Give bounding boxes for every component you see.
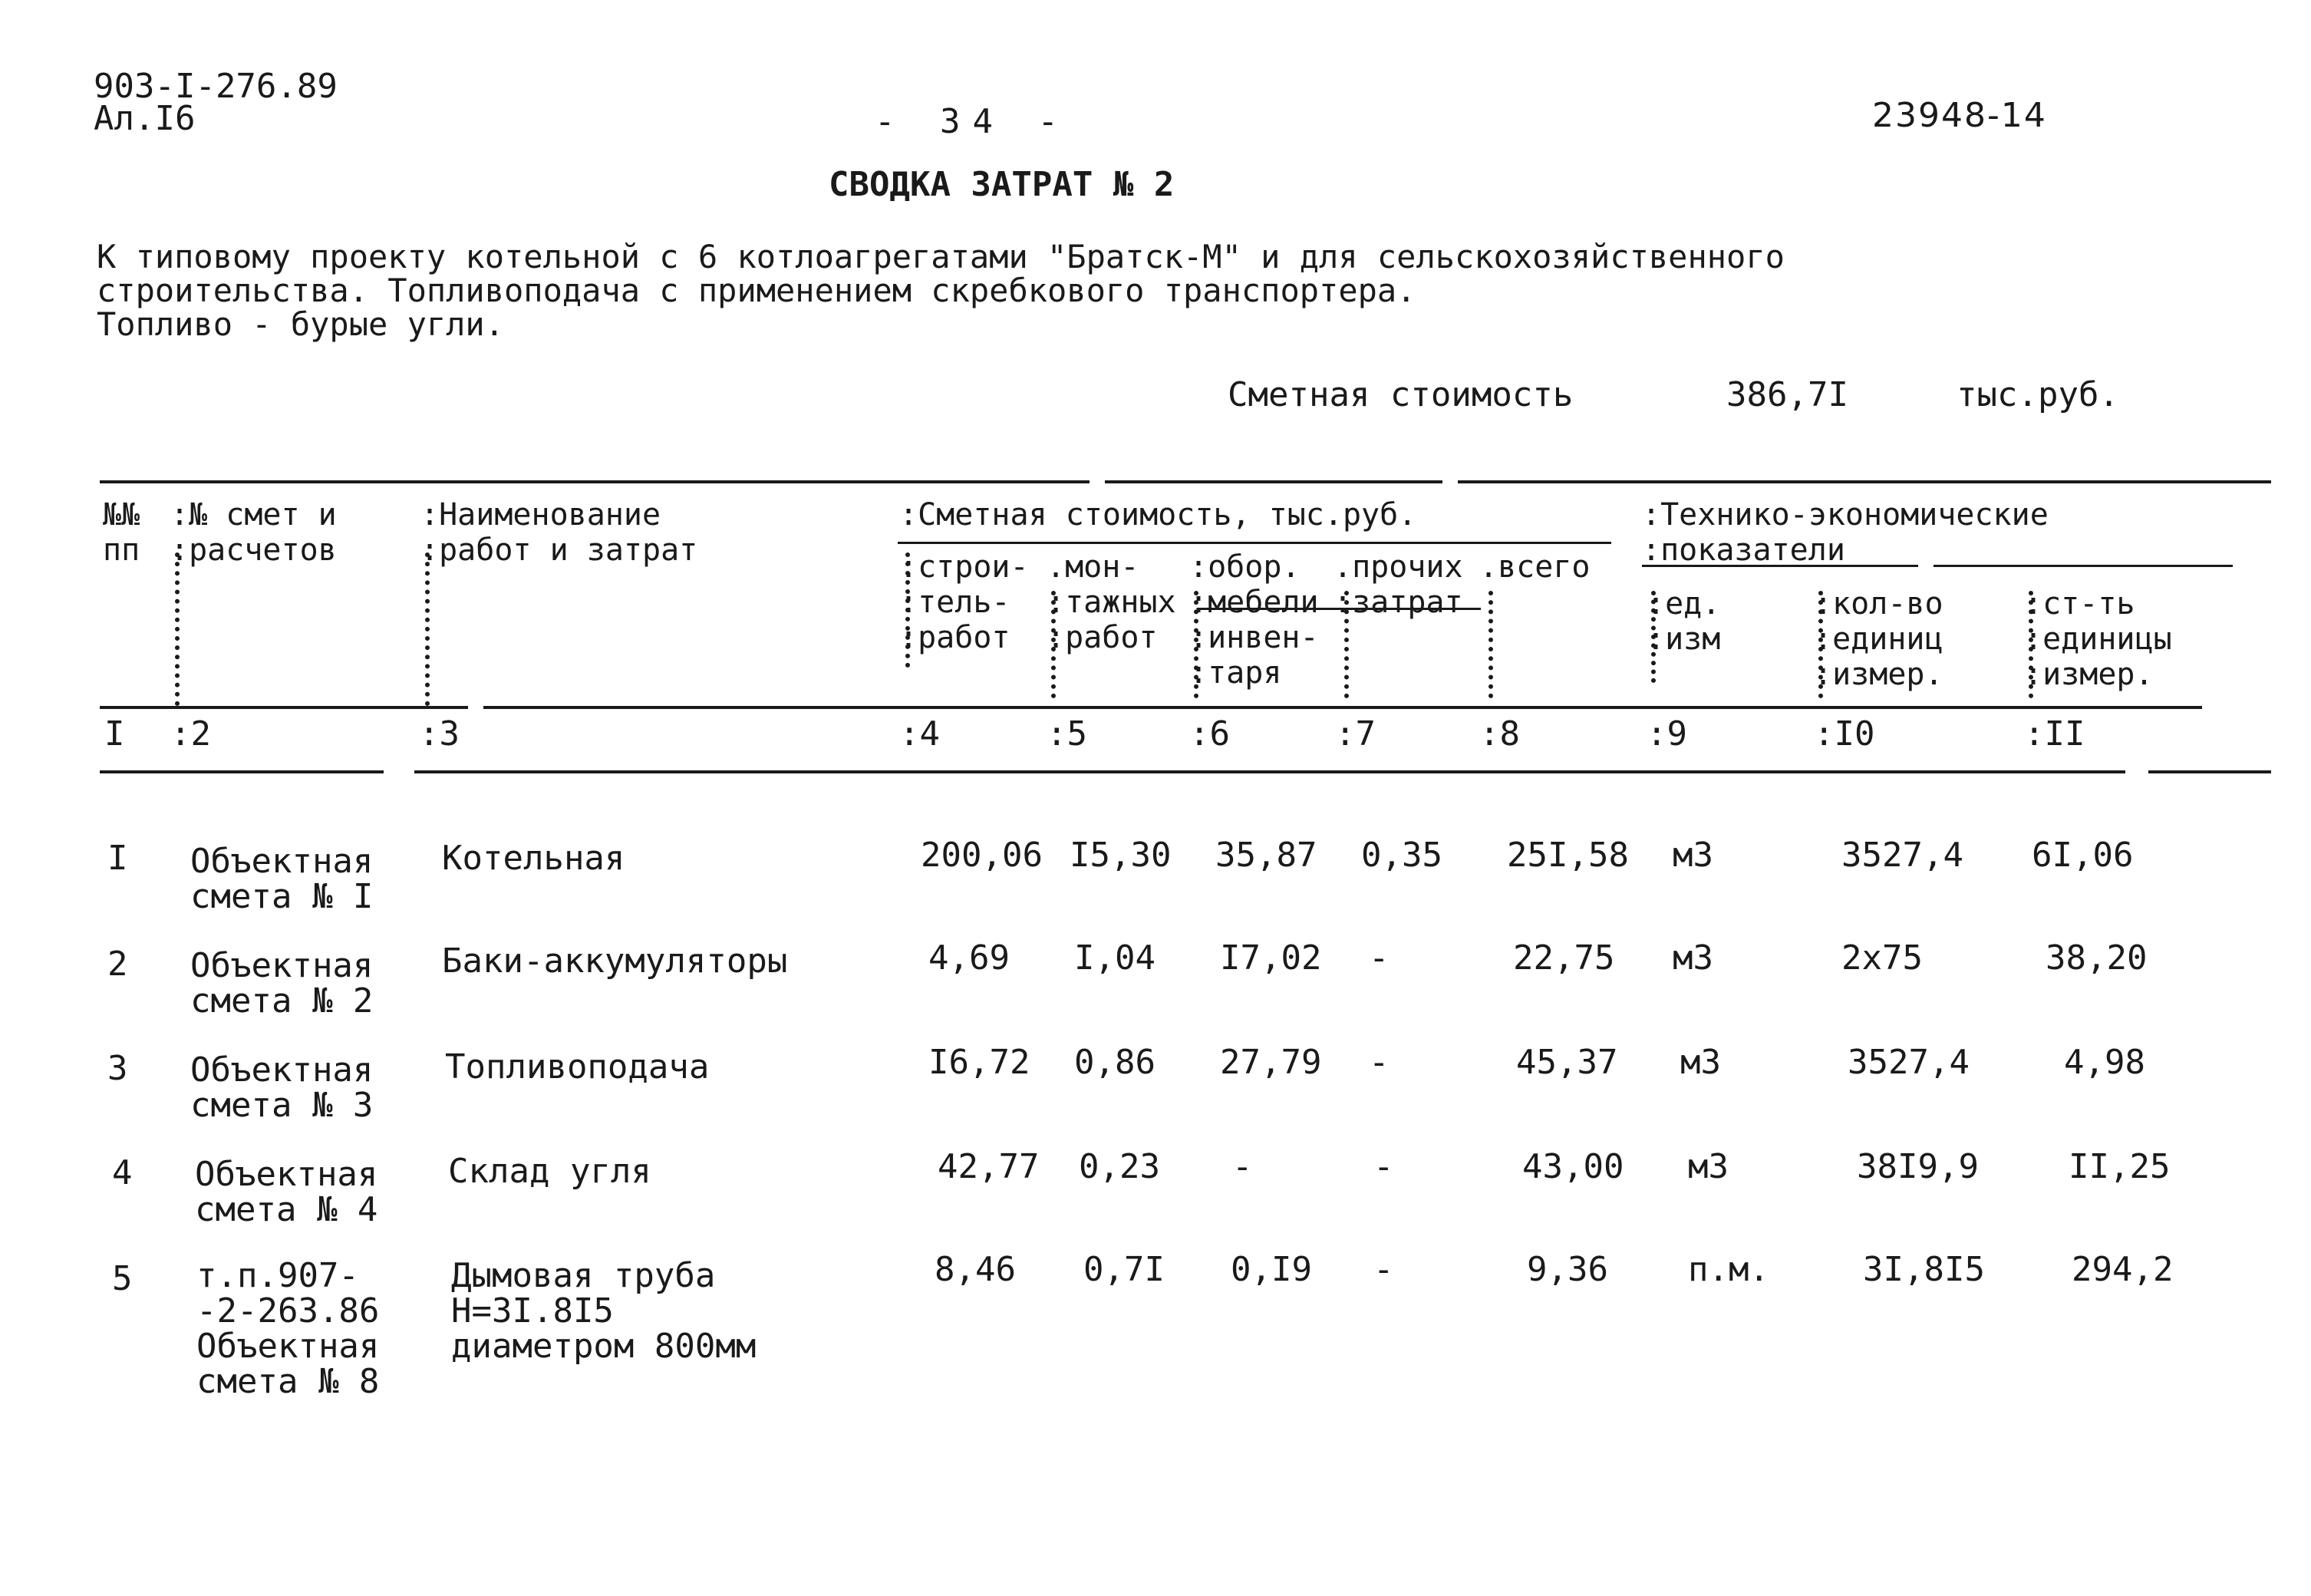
col-number: :2: [170, 714, 211, 753]
header-equipment: :обор. :мебели :инвен- :таря: [1189, 549, 1319, 691]
header-installation: .мон- :тажных :работ: [1047, 549, 1176, 655]
row-num: 5: [112, 1259, 133, 1298]
row-name: Баки-аккумуляторы: [442, 941, 788, 981]
row-total: 22,75: [1513, 938, 1615, 978]
col-number: :4: [899, 714, 940, 753]
header-estimates: :№ смет и :расчетов: [170, 497, 337, 568]
header-bottom-rule-2: [483, 706, 2202, 709]
row-unit: п.м.: [1688, 1250, 1769, 1289]
row-equipment: I7,02: [1220, 938, 1322, 978]
row-equipment: 27,79: [1220, 1043, 1322, 1082]
colnum-bottom-rule: [100, 770, 384, 773]
row-estimate: Объектная смета № 2: [190, 946, 374, 1021]
cost-value: 386,7I: [1726, 375, 1848, 414]
description-line-3: Топливо - бурые угли.: [97, 305, 505, 343]
col-number: :6: [1189, 714, 1230, 753]
header-tech-group: :Технико-экономические :показатели: [1642, 497, 2049, 568]
col-number: :I0: [1814, 714, 1875, 753]
col-number: :7: [1335, 714, 1376, 753]
row-other: 0,35: [1361, 836, 1442, 875]
col-number: :II: [2024, 714, 2085, 753]
header-cost-group: :Сметная стоимость, тыс.руб.: [899, 497, 1417, 533]
row-other: -: [1369, 938, 1390, 978]
document-code: 903-I-276.89: [94, 67, 338, 106]
cost-group-underline: [898, 542, 1611, 544]
row-name: Топливоподача: [445, 1047, 710, 1087]
row-construction: 42,77: [938, 1147, 1040, 1186]
row-estimate: Объектная смета № 4: [195, 1155, 378, 1229]
header-unit-cost: :ст-ть :единицы :измер.: [2024, 586, 2172, 692]
row-unit-cost: 294,2: [2072, 1250, 2174, 1289]
row-installation: I,04: [1074, 938, 1156, 978]
page-number: - 34 -: [875, 102, 1070, 141]
row-construction: 4,69: [928, 938, 1010, 978]
row-name: Дымовая труба Н=3I.8I5 диаметром 800мм: [451, 1256, 757, 1366]
col-number: :3: [419, 714, 460, 753]
header-qty: :кол-во :единиц :измер.: [1814, 586, 1943, 692]
table-top-rule: [100, 480, 1090, 483]
description-line-1: К типовому проекту котельной с 6 котлоагрегатами "Братск-М" и для сельскохозяйственного: [97, 238, 1785, 275]
row-estimate: Объектная смета № I: [190, 842, 374, 916]
row-other: -: [1373, 1147, 1394, 1186]
album-number: Ал.I6: [94, 99, 196, 138]
row-other: -: [1369, 1043, 1390, 1082]
row-total: 43,00: [1522, 1147, 1624, 1186]
col-number: :8: [1479, 714, 1520, 753]
row-qty: 3527,4: [1841, 836, 1963, 875]
header-unit: :ед. :изм: [1647, 586, 1721, 657]
header-bottom-rule: [100, 706, 468, 709]
header-total: .всего: [1479, 549, 1591, 585]
row-construction: 200,06: [921, 836, 1043, 875]
row-name: Котельная: [442, 839, 625, 878]
row-num: I: [107, 839, 128, 878]
row-unit: м3: [1673, 836, 1713, 875]
header-name: :Наименование :работ и затрат: [420, 497, 698, 568]
row-unit-cost: II,25: [2069, 1147, 2171, 1186]
row-installation: I5,30: [1070, 836, 1172, 875]
row-equipment: -: [1232, 1147, 1253, 1186]
table-top-rule-2: [1105, 480, 1442, 483]
row-installation: 0,7I: [1083, 1250, 1165, 1289]
colnum-bottom-rule-4: [2148, 770, 2271, 773]
row-num: 3: [107, 1049, 128, 1088]
row-unit-cost: 4,98: [2064, 1043, 2145, 1082]
cost-unit: тыс.руб.: [1957, 375, 2119, 414]
colnum-bottom-rule-2: [414, 770, 1189, 773]
row-num: 2: [107, 945, 128, 984]
header-other: .прочих :затрат: [1334, 549, 1463, 620]
row-unit: м3: [1680, 1043, 1721, 1082]
table-top-rule-3: [1458, 480, 2271, 483]
row-construction: 8,46: [935, 1250, 1016, 1289]
cost-label: Сметная стоимость: [1228, 375, 1574, 414]
col-number: :9: [1647, 714, 1687, 753]
row-qty: 2х75: [1841, 938, 1923, 978]
row-installation: 0,86: [1074, 1043, 1156, 1082]
row-equipment: 35,87: [1215, 836, 1317, 875]
row-installation: 0,23: [1079, 1147, 1160, 1186]
row-equipment: 0,I9: [1231, 1250, 1312, 1289]
row-qty: 3I,8I5: [1863, 1250, 1985, 1289]
row-qty: 3527,4: [1848, 1043, 1970, 1082]
row-total: 45,37: [1516, 1043, 1618, 1082]
row-other: -: [1373, 1250, 1394, 1289]
row-unit-cost: 6I,06: [2032, 836, 2134, 875]
row-total: 9,36: [1527, 1250, 1608, 1289]
column-separator: [1488, 591, 1493, 698]
row-unit-cost: 38,20: [2046, 938, 2148, 978]
column-separator: [425, 552, 430, 706]
colnum-bottom-rule-3: [1174, 770, 2125, 773]
col-number: I: [104, 714, 125, 753]
header-construction: :строи- :тель- :работ: [899, 549, 1029, 655]
row-estimate: т.п.907- -2-263.86 Объектная смета № 8: [196, 1256, 380, 1401]
row-qty: 38I9,9: [1857, 1147, 1979, 1186]
header-num: №№ пп: [103, 497, 140, 568]
col-number: :5: [1047, 714, 1087, 753]
row-name: Склад угля: [448, 1152, 651, 1191]
document-title: СВОДКА ЗАТРАТ № 2: [829, 165, 1175, 204]
inventory-number: 23948-14: [1872, 96, 2047, 135]
row-construction: I6,72: [928, 1043, 1030, 1082]
row-total: 25I,58: [1507, 836, 1629, 875]
column-separator: [175, 552, 180, 706]
description-line-2: строительства. Топливоподача с применением скребкового транспортера.: [97, 272, 1416, 309]
row-unit: м3: [1673, 938, 1713, 978]
row-unit: м3: [1688, 1147, 1729, 1186]
row-num: 4: [112, 1153, 133, 1192]
row-estimate: Объектная смета № 3: [190, 1050, 374, 1125]
